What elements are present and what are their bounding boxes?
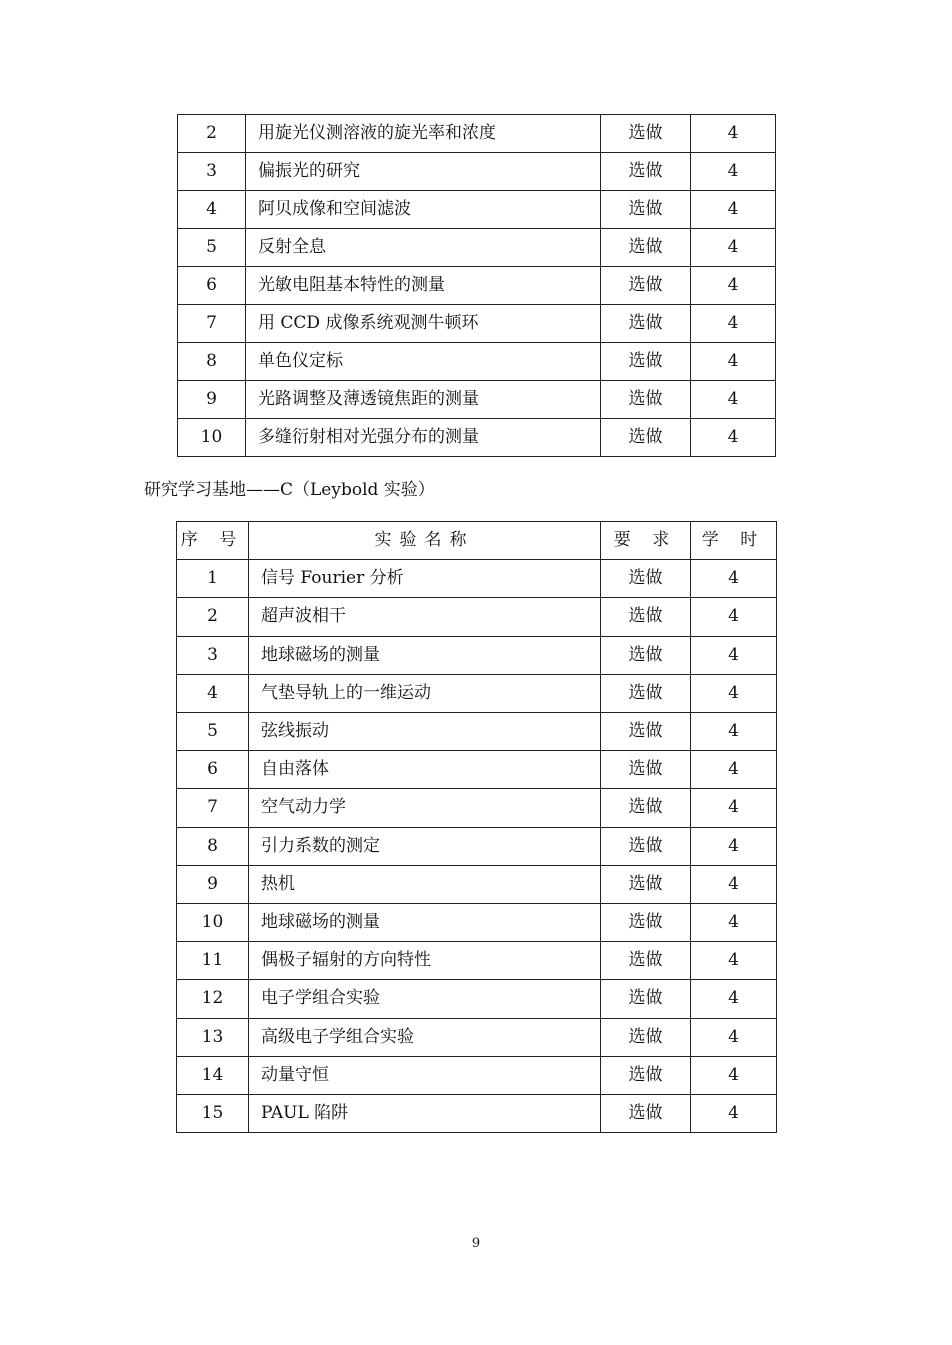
cell-req: 选做 [601,751,691,789]
table-row [178,419,776,457]
cell-hours: 4 [691,1018,777,1056]
cell-hours: 4 [691,598,777,636]
cell-req: 选做 [601,598,691,636]
cell-name: 空气动力学 [249,789,601,827]
cell-no: 8 [178,343,246,381]
cell-no: 10 [177,904,249,942]
table-header-row [177,522,777,560]
cell-name: 气垫导轨上的一维运动 [249,674,601,712]
cell-no: 12 [177,980,249,1018]
cell-no: 5 [177,713,249,751]
cell-no: 7 [177,789,249,827]
cell-name: 光敏电阻基本特性的测量 [246,267,601,305]
table-row [178,229,776,267]
cell-name: 信号 Fourier 分析 [249,560,601,598]
cell-req: 选做 [601,904,691,942]
cell-name: 光路调整及薄透镜焦距的测量 [246,381,601,419]
cell-req: 选做 [601,789,691,827]
table-row [177,980,777,1018]
cell-hours: 4 [691,560,777,598]
table-row [178,153,776,191]
cell-req: 选做 [601,229,691,267]
cell-hours: 4 [691,191,776,229]
cell-req: 选做 [601,267,691,305]
cell-req: 选做 [601,980,691,1018]
cell-name: 高级电子学组合实验 [249,1018,601,1056]
table-row [178,115,776,153]
table-row [178,381,776,419]
cell-name: 偏振光的研究 [246,153,601,191]
cell-name: 单色仪定标 [246,343,601,381]
cell-name: 反射全息 [246,229,601,267]
cell-no: 2 [177,598,249,636]
cell-hours: 4 [691,865,777,903]
cell-no: 4 [178,191,246,229]
table-row [177,827,777,865]
cell-req: 选做 [601,1056,691,1094]
cell-req: 选做 [601,1018,691,1056]
cell-req: 选做 [601,1095,691,1133]
cell-no: 13 [177,1018,249,1056]
cell-no: 15 [177,1095,249,1133]
cell-no: 7 [178,305,246,343]
table-row [178,267,776,305]
cell-req: 选做 [601,560,691,598]
table-row [177,751,777,789]
table-row [177,904,777,942]
cell-hours: 4 [691,229,776,267]
cell-req: 选做 [601,343,691,381]
cell-hours: 4 [691,674,777,712]
cell-name: 偶极子辐射的方向特性 [249,942,601,980]
cell-no: 4 [177,674,249,712]
table-row [178,343,776,381]
cell-hours: 4 [691,1056,777,1094]
cell-name: 多缝衍射相对光强分布的测量 [246,419,601,457]
cell-hours: 4 [691,980,777,1018]
cell-hours: 4 [691,419,776,457]
cell-name: 阿贝成像和空间滤波 [246,191,601,229]
cell-hours: 4 [691,713,777,751]
cell-hours: 4 [691,305,776,343]
leybold-experiment-table [176,521,777,1133]
page-number: 9 [471,1236,481,1251]
cell-no: 3 [177,636,249,674]
cell-req: 选做 [601,713,691,751]
table-row [177,560,777,598]
cell-name: 弦线振动 [249,713,601,751]
cell-req: 选做 [601,674,691,712]
table-row [178,305,776,343]
table-row [177,1095,777,1133]
table-row [177,713,777,751]
cell-name: 自由落体 [249,751,601,789]
cell-no: 6 [177,751,249,789]
cell-req: 选做 [601,865,691,903]
table-row [177,674,777,712]
header-name: 实验名称 [249,522,601,560]
header-no: 序 号 [177,522,249,560]
table-row [177,1018,777,1056]
cell-no: 14 [177,1056,249,1094]
cell-hours: 4 [691,153,776,191]
cell-name: 超声波相干 [249,598,601,636]
cell-req: 选做 [601,305,691,343]
cell-req: 选做 [601,419,691,457]
cell-req: 选做 [601,191,691,229]
cell-req: 选做 [601,636,691,674]
cell-name: PAUL 陷阱 [249,1095,601,1133]
header-hours: 学 时 [691,522,777,560]
cell-hours: 4 [691,942,777,980]
cell-no: 9 [177,865,249,903]
cell-hours: 4 [691,1095,777,1133]
cell-hours: 4 [691,827,777,865]
cell-no: 10 [178,419,246,457]
cell-no: 2 [178,115,246,153]
cell-no: 1 [177,560,249,598]
cell-req: 选做 [601,381,691,419]
header-req: 要 求 [601,522,691,560]
cell-no: 3 [178,153,246,191]
cell-req: 选做 [601,115,691,153]
table-row [177,942,777,980]
cell-no: 9 [178,381,246,419]
cell-name: 电子学组合实验 [249,980,601,1018]
cell-hours: 4 [691,751,777,789]
cell-no: 11 [177,942,249,980]
cell-name: 动量守恒 [249,1056,601,1094]
cell-name: 地球磁场的测量 [249,636,601,674]
table-row [177,789,777,827]
cell-name: 地球磁场的测量 [249,904,601,942]
cell-req: 选做 [601,942,691,980]
cell-name: 用旋光仪测溶液的旋光率和浓度 [246,115,601,153]
section-title: 研究学习基地——C（Leybold 实验） [144,480,435,500]
cell-no: 6 [178,267,246,305]
table-row [178,191,776,229]
cell-name: 引力系数的测定 [249,827,601,865]
experiment-table-continued [177,114,776,457]
cell-req: 选做 [601,827,691,865]
table-row [177,598,777,636]
cell-hours: 4 [691,904,777,942]
cell-req: 选做 [601,153,691,191]
cell-hours: 4 [691,343,776,381]
cell-no: 5 [178,229,246,267]
cell-hours: 4 [691,789,777,827]
table-row [177,865,777,903]
cell-name: 热机 [249,865,601,903]
cell-hours: 4 [691,381,776,419]
cell-hours: 4 [691,636,777,674]
table-row [177,1056,777,1094]
cell-hours: 4 [691,115,776,153]
cell-name: 用 CCD 成像系统观测牛顿环 [246,305,601,343]
table-row [177,636,777,674]
cell-hours: 4 [691,267,776,305]
cell-no: 8 [177,827,249,865]
